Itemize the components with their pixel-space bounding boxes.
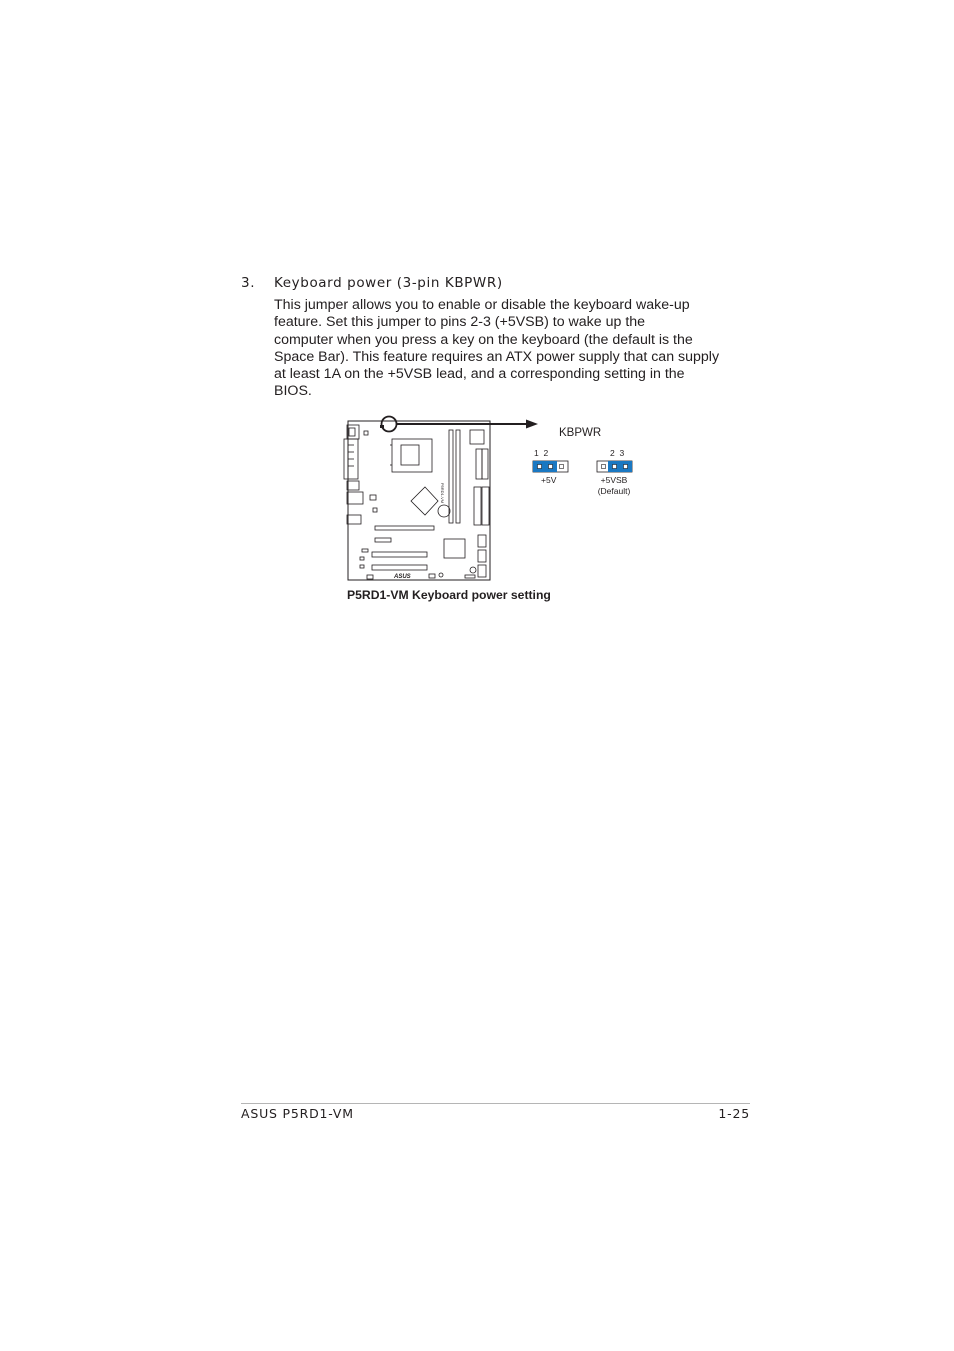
section-paragraph <box>274 297 744 401</box>
section-number: 3. <box>241 275 256 291</box>
paragraph-line: This jumper allows you to enable or disable the keyboard wake-up <box>274 297 690 313</box>
kbpwr-label: KBPWR <box>559 427 602 439</box>
paragraph-line: BIOS. <box>274 383 312 400</box>
footer-product-name: ASUS P5RD1-VM <box>241 1106 354 1121</box>
jumper-option-5v <box>533 461 568 472</box>
figure-caption: P5RD1-VM Keyboard power setting <box>347 588 551 602</box>
footer-page-number: 1-25 <box>718 1106 750 1121</box>
option-5v-label: +5V <box>541 475 557 485</box>
paragraph-line: at least 1A on the +5VSB lead, and a corresponding setting in the <box>274 366 685 383</box>
motherboard-diagram <box>330 405 650 610</box>
board-asus-logo: ASUS <box>394 574 411 580</box>
kbpwr-callout-circle <box>382 417 397 432</box>
kbpwr-figure <box>330 405 650 610</box>
board-silkscreen-label: P5RD1-VM <box>440 482 445 504</box>
paragraph-line: feature. Set this jumper to pins 2-3 (+5VSB) to wake up the <box>274 314 646 331</box>
footer-divider <box>241 1103 750 1104</box>
pin-numbers-2-3: 2 3 <box>610 448 625 458</box>
paragraph-line: Space Bar). This feature requires an ATX power supply that can supply <box>274 348 720 365</box>
jumper-option-5vsb <box>597 461 632 472</box>
paragraph-line: computer when you press a key on the keyboard (the default is the <box>274 331 693 348</box>
cpu-socket <box>392 439 432 472</box>
section-title: Keyboard power (3-pin KBPWR) <box>274 275 503 291</box>
option-default-note: (Default) <box>597 485 631 496</box>
option-5vsb-label <box>597 475 631 496</box>
pin-numbers-1-2: 1 2 <box>534 448 549 458</box>
section-heading <box>241 275 503 291</box>
northbridge <box>411 487 438 515</box>
southbridge <box>444 539 465 558</box>
option-5vsb-name: +5VSB <box>600 475 628 485</box>
callout-arrowhead <box>526 420 538 429</box>
